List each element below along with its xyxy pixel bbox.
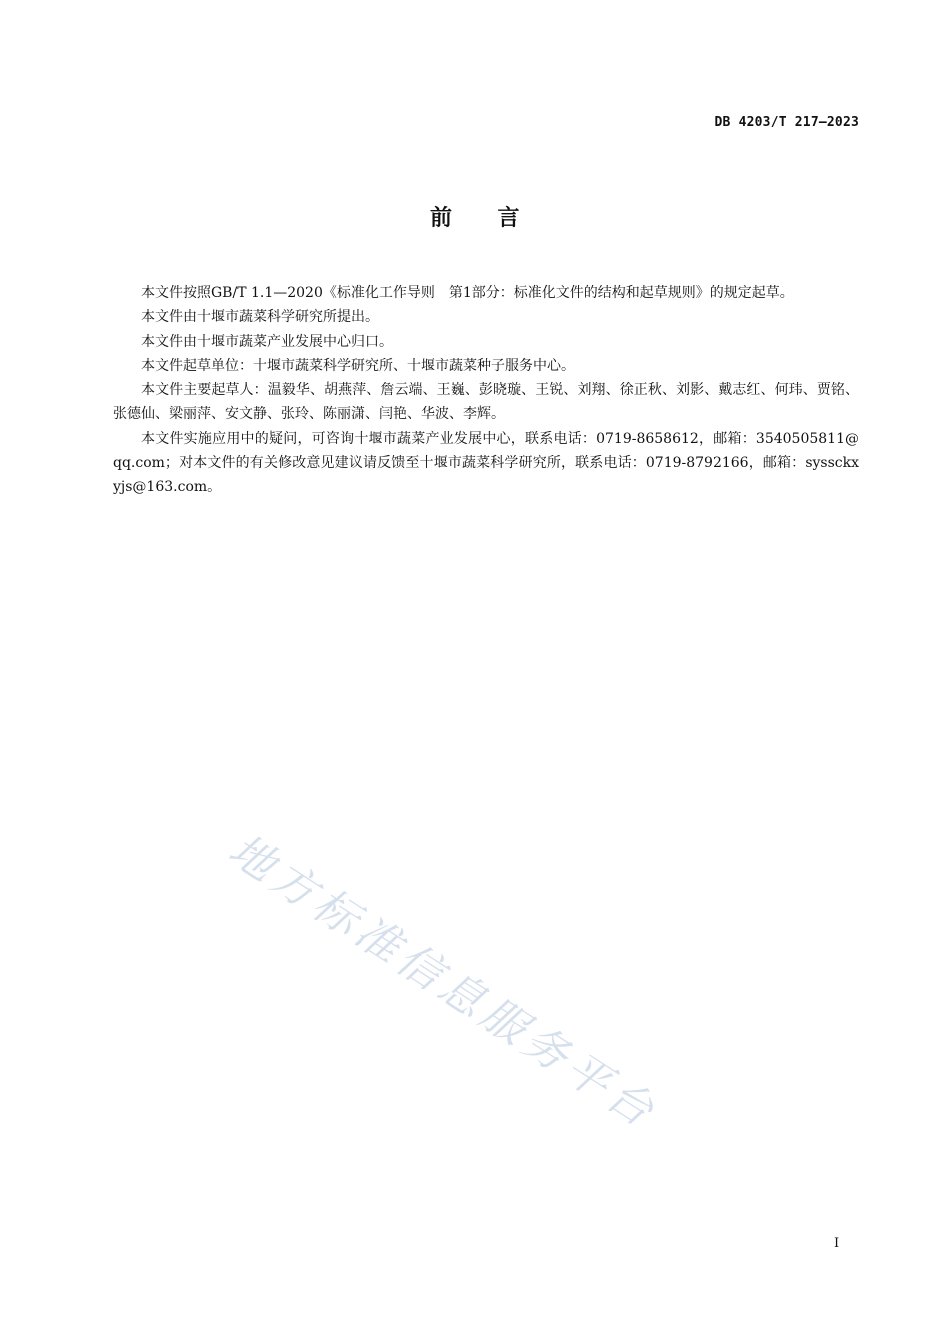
page-title: 前 言 xyxy=(429,206,520,231)
paragraph-drafting-rules: 本文件按照GB/T 1.1—2020《标准化工作导则 第1部分：标准化文件的结构和起草规则》的规定起草。 xyxy=(141,285,794,301)
document-body xyxy=(113,281,859,500)
page-number: I xyxy=(834,1236,840,1251)
paragraph-proposer: 本文件由十堰市蔬菜科学研究所提出。 xyxy=(141,309,379,326)
paragraph-drafting-units: 本文件起草单位：十堰市蔬菜科学研究所、十堰市蔬菜种子服务中心。 xyxy=(141,357,575,374)
paragraph-administrator: 本文件由十堰市蔬菜产业发展中心归口。 xyxy=(141,333,393,350)
watermark: 地方标准信息服务平台 xyxy=(219,824,667,1140)
document-code: DB 4203/T 217—2023 xyxy=(714,115,859,130)
paragraph-contact: 本文件实施应用中的疑问，可咨询十堰市蔬菜产业发展中心，联系电话：0719-8658612，邮箱：3540505811@qq.com；对本文件的有关修改意见建议请反馈至十堰市蔬菜科学研究所，联系电话：0719-8792166，邮箱：syssckxyjs@163.com。 xyxy=(113,430,859,496)
paragraph-drafters: 本文件主要起草人：温毅华、胡燕萍、詹云端、王巍、彭晓璇、王锐、刘翔、徐正秋、刘影、戴志红、何玮、贾铭、张德仙、梁丽萍、安文静、张玲、陈丽潇、闫艳、华波、李辉。 xyxy=(113,382,859,423)
